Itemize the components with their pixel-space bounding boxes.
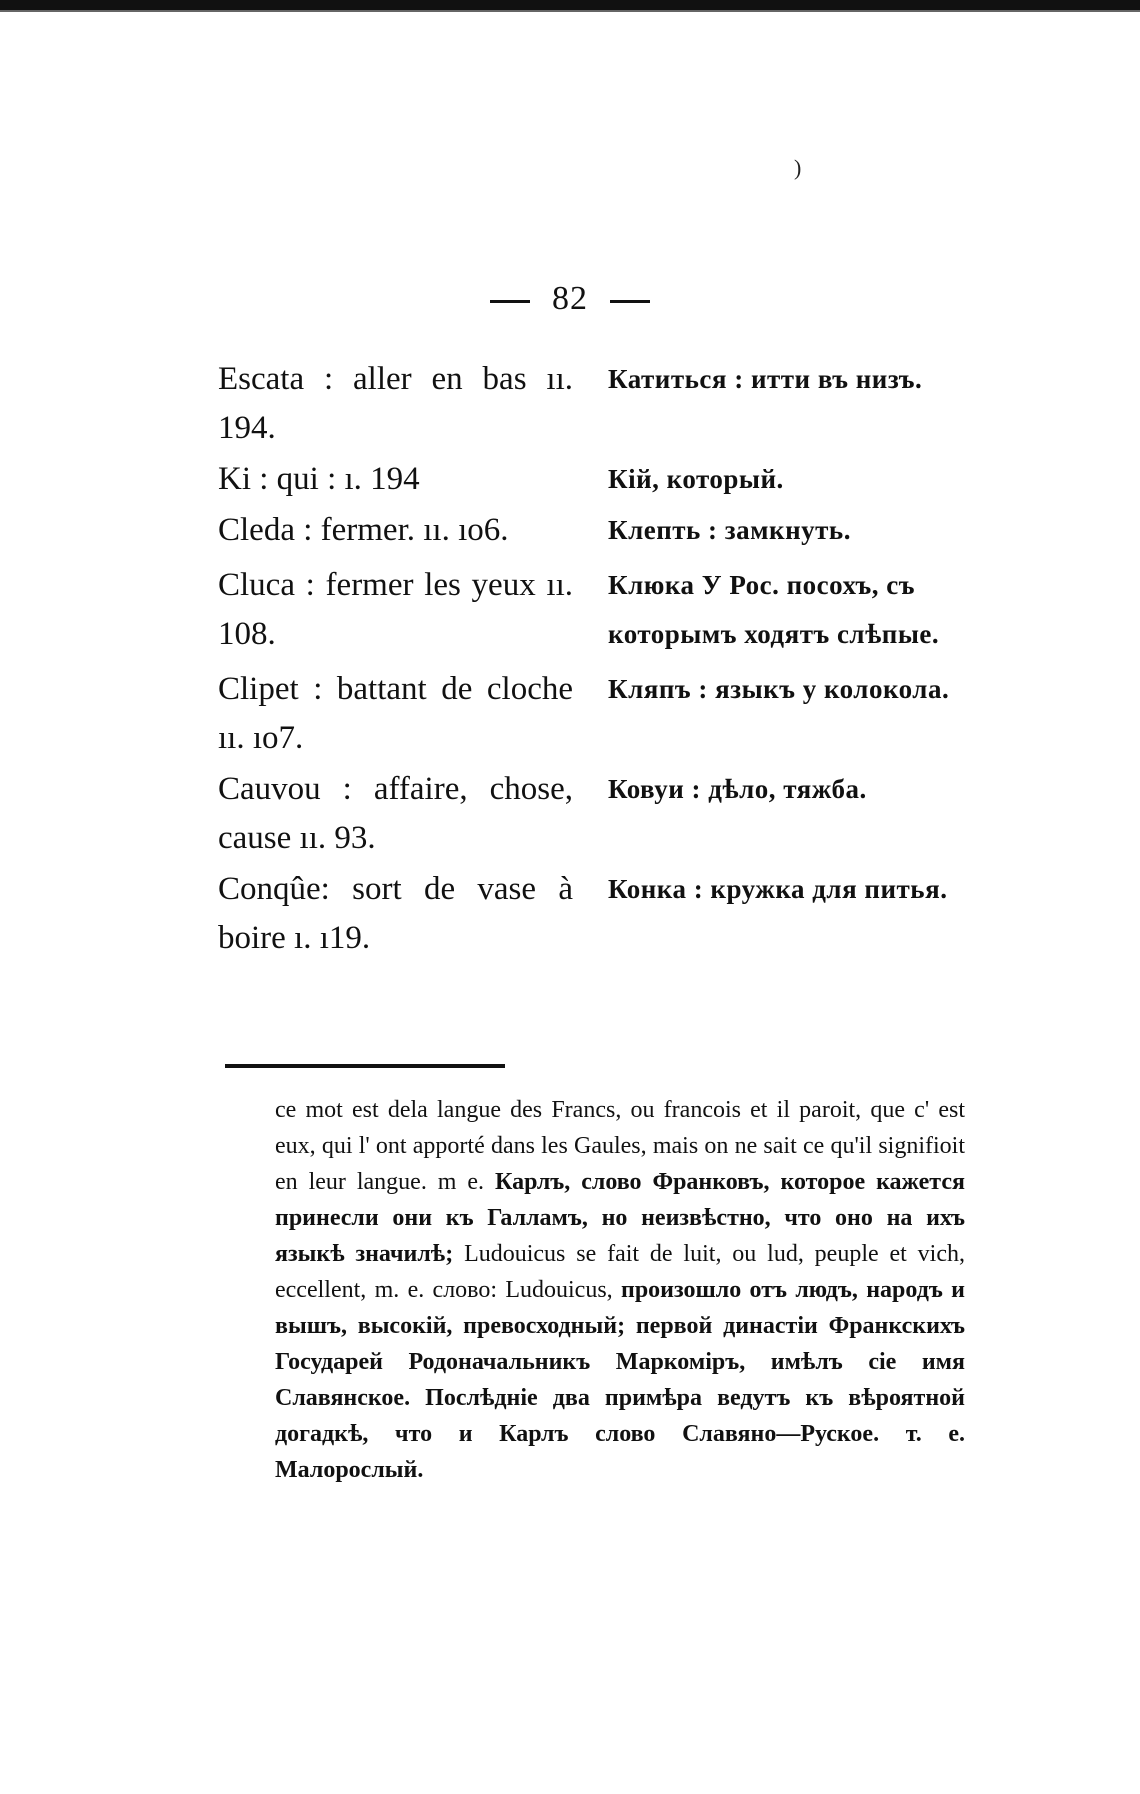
footnote xyxy=(275,1092,965,1488)
footnote-rule xyxy=(225,1064,505,1068)
footnote-french-part2: Ludouicus se fait de luit, ou lud, peuple et vich, eccellent, m. e. слово: Ludouicus, xyxy=(275,1241,966,1303)
entry-french: Cleda : fermer. ıı. ıo6. xyxy=(218,512,509,548)
footnote-russian-part1: Карлъ, слово Франковъ, которое кажется принесли они къ Галламъ, но неизвѣстно, что оно на ихъ языкѣ значилѣ; xyxy=(275,1169,966,1267)
footnote-russian-part2: произошло отъ людъ, народъ и вышъ, высокій, превосходный; первой династіи Франкскихъ Государей Родоначальникъ Маркоміръ, имѣлъ сіе имя Славянское. Послѣдніе два примѣра ведутъ къ вѣроятной догадкѣ, что и Карлъ слово Славяно—Руское. т. е. Малорослый. xyxy=(275,1277,966,1483)
entry-russian: Катиться : итти въ низъ. xyxy=(608,364,923,394)
glossary-entry xyxy=(218,665,978,763)
entry-russian: Ковуи : дѣло, тяжба. xyxy=(608,774,867,804)
entry-russian: Клюка У Рос. посохъ, съ которымъ ходятъ слѣпые. xyxy=(608,570,940,649)
entry-french: Conqûe: sort de vase à boire ı. ı19. xyxy=(218,871,573,956)
glossary-entry xyxy=(218,561,978,659)
dash-right xyxy=(610,300,650,303)
entry-russian: Клепть : замкнуть. xyxy=(608,515,851,545)
entry-french: Ki : qui : ı. 194 xyxy=(218,461,420,497)
page-number xyxy=(0,280,1140,318)
glossary-entries xyxy=(218,355,978,963)
dash-left xyxy=(490,300,530,303)
entry-russian: Кій, который. xyxy=(608,464,784,494)
glossary-entry xyxy=(218,455,978,504)
entry-russian: Кляпъ : языкъ у колокола. xyxy=(608,674,950,704)
entry-french: Clipet : battant de cloche ıı. ıo7. xyxy=(218,671,573,756)
entry-french: Escata : aller en bas ıı. 194. xyxy=(218,361,573,446)
page-number-value: 82 xyxy=(552,280,588,317)
stray-mark: ) xyxy=(794,155,802,180)
top-border-rule xyxy=(0,0,1140,10)
footnote-french-part1: ce mot est dela langue des Francs, ou francois et il paroit, que c' est eux, qui l' ont apporté dans les Gaules, mais on ne sait ce qu'il signifioit en leur langue. m e. xyxy=(275,1097,965,1195)
glossary-entry xyxy=(218,865,978,963)
glossary-entry xyxy=(218,355,978,453)
glossary-entry xyxy=(218,765,978,863)
entry-russian: Конка : кружка для питья. xyxy=(608,874,948,904)
entry-french: Cauvou : affaire, chose, cause ıı. 93. xyxy=(218,771,573,856)
glossary-entry xyxy=(218,506,978,555)
entry-french: Cluca : fermer les yeux ıı. 108. xyxy=(218,567,573,652)
